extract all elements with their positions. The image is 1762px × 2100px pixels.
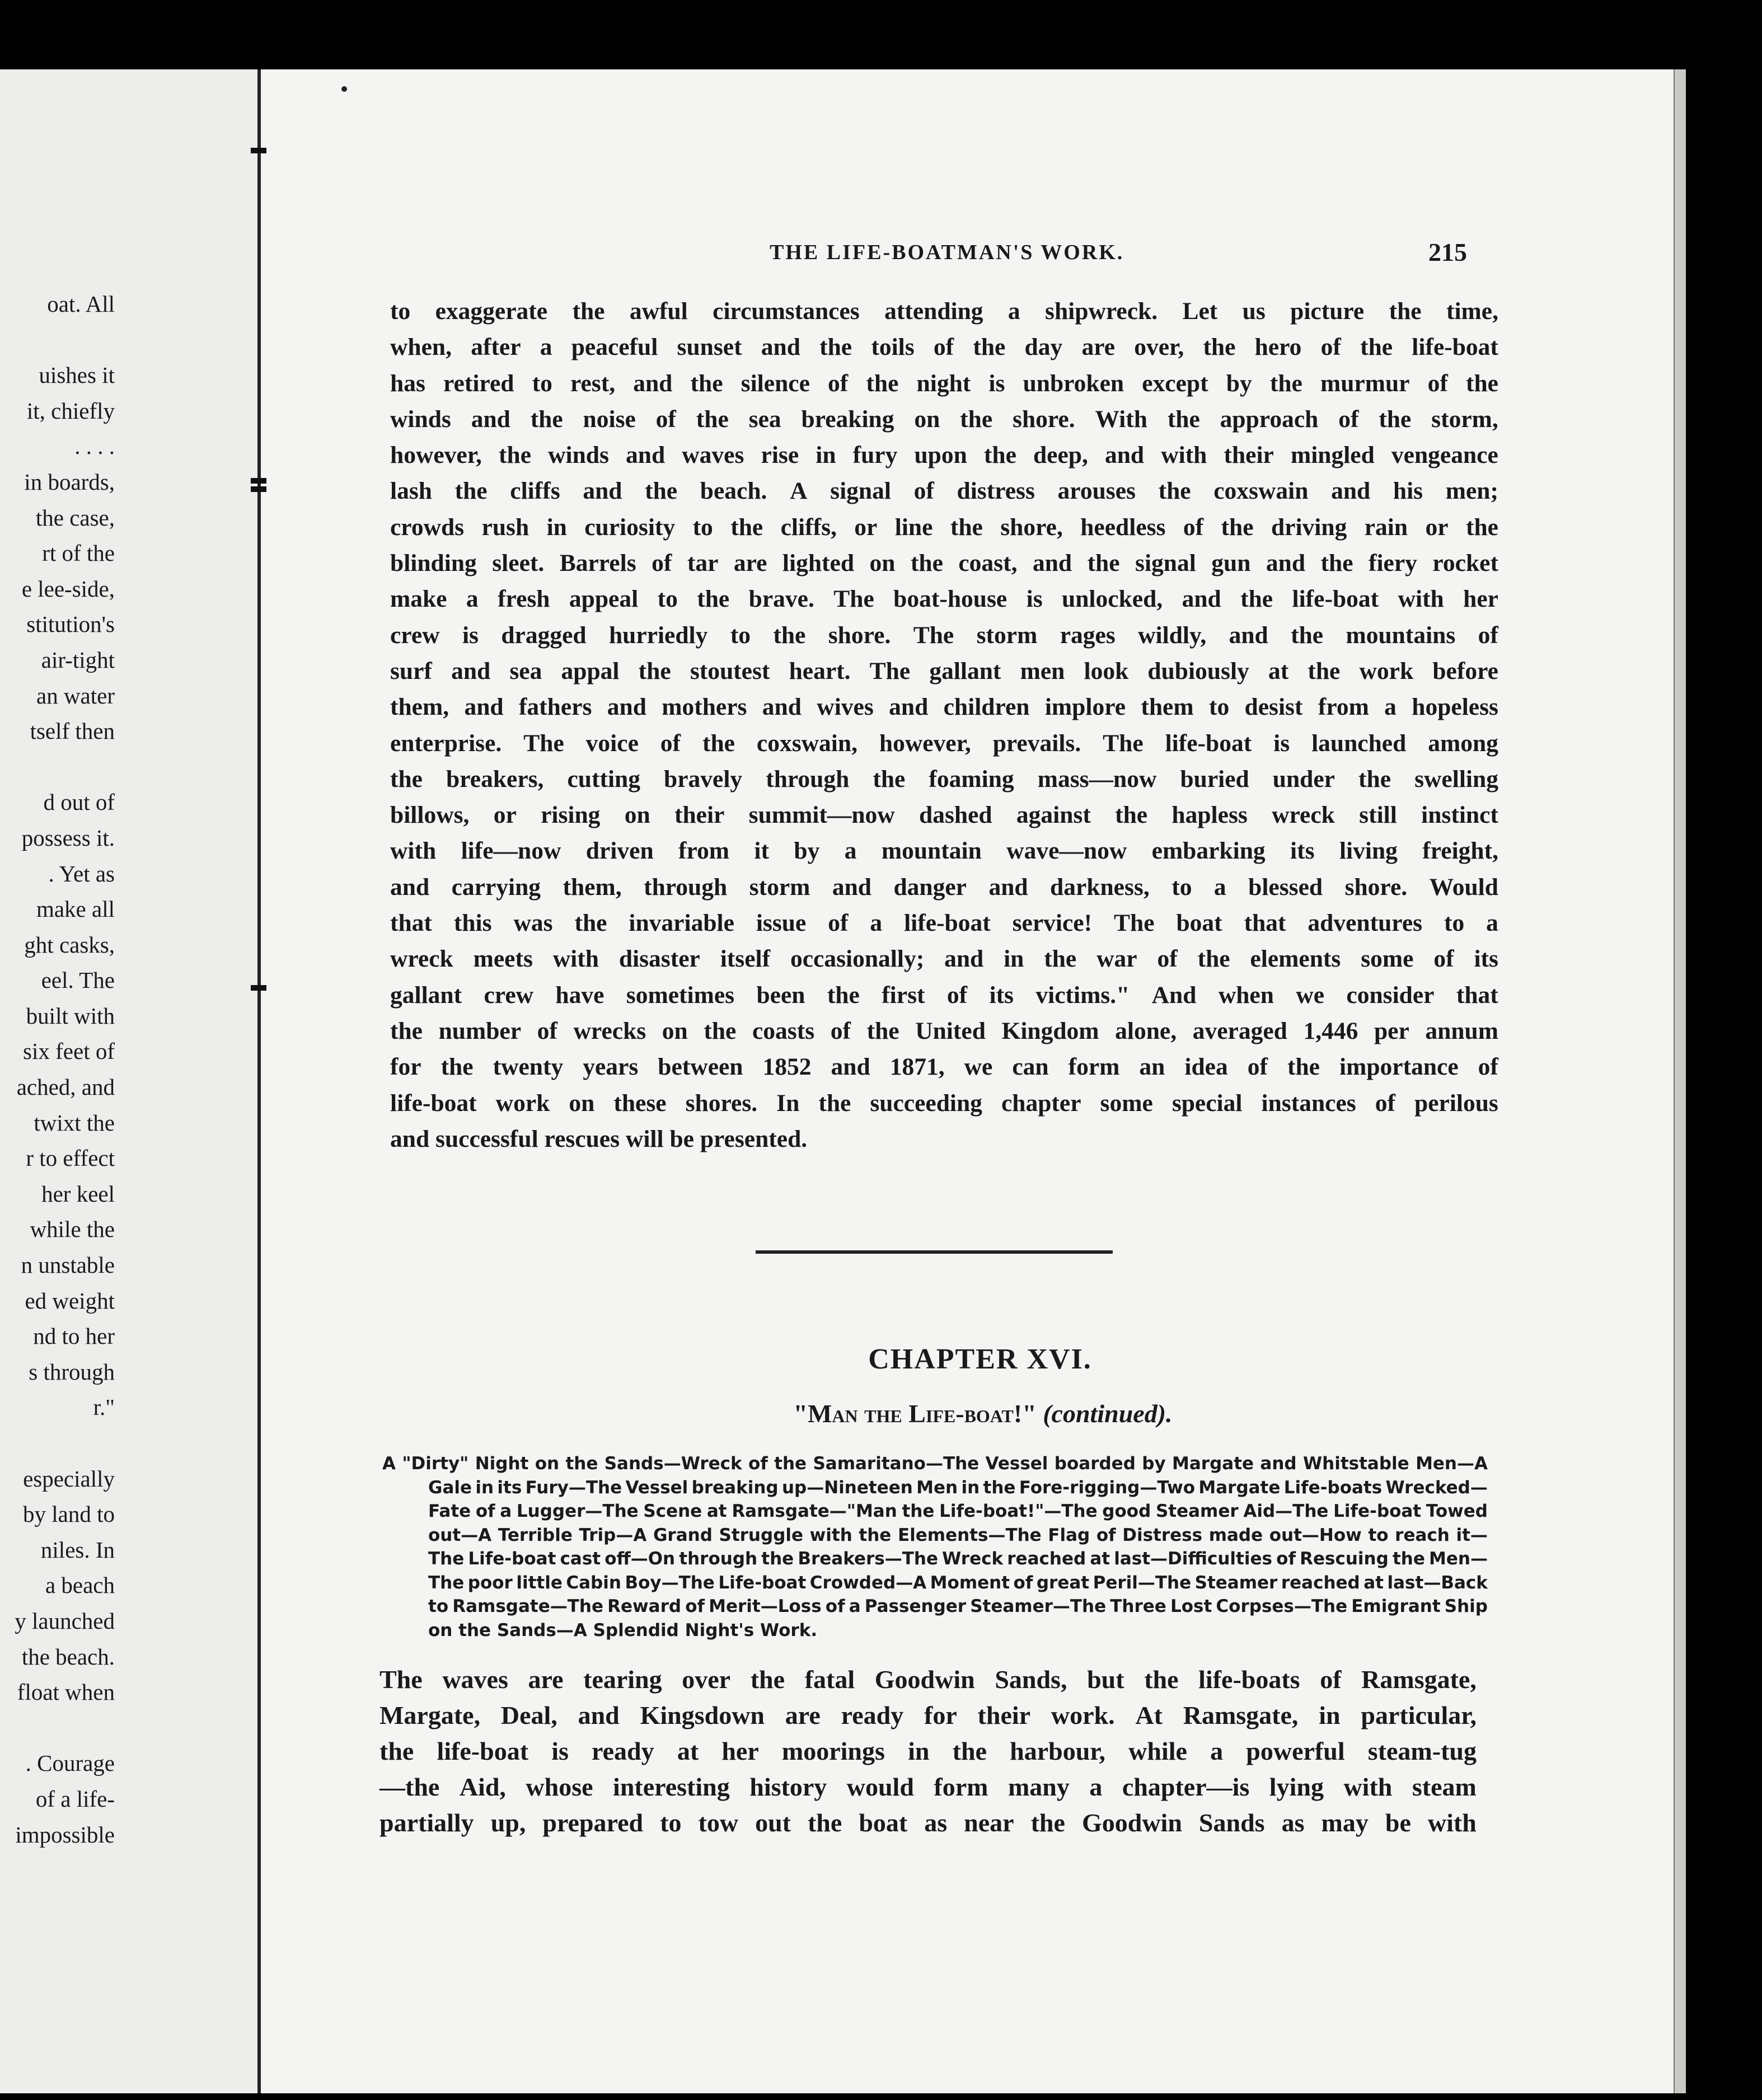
text-line: winds and the noise of the sea breaking on the shore. With the approach of the storm, bbox=[390, 405, 1498, 433]
text-line: the number of wrecks on the coasts of the United Kingdom alone, averaged 1,446 per annum bbox=[390, 1017, 1498, 1044]
synopsis-line: on the Sands—A Splendid Night's Work. bbox=[428, 1620, 818, 1640]
text-line: wreck meets with disaster itself occasionally; and in the war of the elements some of its bbox=[390, 945, 1498, 973]
facing-page-line: built with bbox=[26, 1002, 115, 1029]
facing-page-line: r." bbox=[93, 1394, 115, 1421]
facing-page-line bbox=[0, 749, 115, 785]
facing-page-line: an water bbox=[36, 682, 115, 709]
facing-page-line: s through bbox=[29, 1358, 115, 1385]
facing-page-line: by land to bbox=[23, 1501, 115, 1527]
gutter-fold bbox=[251, 69, 268, 2093]
running-header: THE LIFE-BOATMAN'S WORK. bbox=[770, 241, 1124, 264]
facing-page-line: impossible bbox=[15, 1821, 115, 1848]
synopsis-line: The poor little Cabin Boy—The Life-boat Crowded—A Moment of great Peril—The Steamer reached at last—Back bbox=[428, 1572, 1488, 1593]
facing-page-line: e lee-side, bbox=[21, 575, 115, 602]
chapter-subtitle bbox=[0, 1399, 1686, 1428]
synopsis-line: out—A Terrible Trip—A Grand Struggle with the Elements—The Flag of Distress made out—How to reach it— bbox=[428, 1525, 1488, 1545]
chapter-opening-paragraph bbox=[379, 1662, 1477, 1841]
page-edge bbox=[1674, 69, 1686, 2093]
facing-page-line: rt of the bbox=[42, 540, 115, 566]
text-line: has retired to rest, and the silence of the night is unbroken except by the murmur of the bbox=[390, 369, 1498, 397]
facing-page bbox=[0, 69, 261, 2093]
facing-page-line: twixt the bbox=[34, 1109, 115, 1136]
facing-page-line: uishes it bbox=[39, 362, 115, 388]
text-line: enterprise. The voice of the coxswain, however, prevails. The life-boat is launched among bbox=[390, 729, 1498, 757]
facing-page-line: ght casks, bbox=[24, 931, 115, 958]
facing-page-line: . Courage bbox=[25, 1750, 115, 1776]
text-line: blinding sleet. Barrels of tar are lighted on the coast, and the signal gun and the fiery rocket bbox=[390, 550, 1498, 577]
facing-page-line: eel. The bbox=[41, 967, 115, 993]
facing-page-line: n unstable bbox=[21, 1252, 115, 1278]
facing-page-text-fragments bbox=[0, 287, 115, 1853]
text-line: them, and fathers and mothers and wives and children implore them to desist from a hopeless bbox=[390, 693, 1498, 721]
section-rule bbox=[756, 1250, 1113, 1254]
facing-page-line bbox=[0, 1426, 115, 1461]
facing-page-line: oat. All bbox=[47, 291, 115, 317]
text-line: surf and sea appal the stoutest heart. The gallant men look dubiously at the work before bbox=[390, 657, 1498, 685]
text-line: for the twenty years between 1852 and 1871, we can form an idea of the importance of bbox=[390, 1053, 1498, 1081]
facing-page-line: in boards, bbox=[24, 468, 115, 495]
facing-page-line: her keel bbox=[41, 1180, 115, 1207]
facing-page-line: a beach bbox=[45, 1572, 115, 1599]
text-line: Margate, Deal, and Kingsdown are ready for their work. At Ramsgate, in particular, bbox=[379, 1701, 1477, 1729]
text-line: make a fresh appeal to the brave. The boat-house is unlocked, and the life-boat with her bbox=[390, 585, 1498, 613]
facing-page-line: . Yet as bbox=[48, 860, 115, 887]
facing-page-line: the case, bbox=[35, 504, 115, 531]
facing-page-line bbox=[0, 1710, 115, 1746]
facing-page-line: especially bbox=[23, 1465, 115, 1492]
facing-page-line: niles. In bbox=[40, 1536, 115, 1563]
facing-page-line: air-tight bbox=[41, 646, 115, 673]
facing-page-line: make all bbox=[36, 896, 115, 922]
text-line: the breakers, cutting bravely through the foaming mass—now buried under the swelling bbox=[390, 765, 1498, 793]
text-line: however, the winds and waves rise in fury upon the deep, and with their mingled vengeance bbox=[390, 442, 1498, 469]
facing-page-line: while the bbox=[30, 1216, 115, 1243]
synopsis-line: The Life-boat cast off—On through the Breakers—The Wreck reached at last—Difficulties of Rescuing the Men— bbox=[428, 1549, 1488, 1569]
facing-page-line: the beach. bbox=[21, 1643, 115, 1670]
text-line: crew is dragged hurriedly to the shore. The storm rages wildly, and the mountains of bbox=[390, 621, 1498, 649]
text-line: partially up, prepared to tow out the boat as near the Goodwin Sands as may be with bbox=[379, 1808, 1477, 1837]
facing-page-line: float when bbox=[17, 1679, 115, 1705]
chapter-subtitle-main: "Man the Life-boat!" bbox=[793, 1399, 1037, 1428]
chapter-heading: CHAPTER XVI. bbox=[868, 1343, 1092, 1375]
facing-page-line: possess it. bbox=[21, 824, 115, 851]
facing-page-line: y launched bbox=[15, 1607, 115, 1634]
chapter-subtitle-note: (continued). bbox=[1043, 1399, 1173, 1428]
text-line: and carrying them, through storm and danger and darkness, to a blessed shore. Would bbox=[390, 873, 1498, 901]
facing-page-line: r to effect bbox=[26, 1145, 115, 1171]
speck bbox=[341, 86, 347, 92]
facing-page-line: . . . . bbox=[74, 433, 115, 460]
facing-page-line: it, chiefly bbox=[26, 397, 115, 424]
text-line: with life—now driven from it by a mountain wave—now embarking its living freight, bbox=[390, 837, 1498, 865]
paragraph-continued bbox=[390, 293, 1498, 1157]
book-page bbox=[0, 69, 1686, 2093]
facing-page-line bbox=[0, 322, 115, 358]
text-line: and successful rescues will be presented. bbox=[390, 1125, 808, 1152]
synopsis-line: A "Dirty" Night on the Sands—Wreck of the Samaritano—The Vessel boarded by Margate and Whitstable Men—A bbox=[382, 1454, 1488, 1474]
text-line: that this was the invariable issue of a life-boat service! The boat that adventures to a bbox=[390, 910, 1498, 937]
facing-page-line: of a life- bbox=[35, 1785, 115, 1812]
facing-page-line: nd to her bbox=[33, 1323, 115, 1349]
facing-page-line: d out of bbox=[43, 789, 115, 815]
text-line: the life-boat is ready at her moorings in the harbour, while a powerful steam-tug bbox=[379, 1737, 1477, 1765]
text-line: when, after a peaceful sunset and the toils of the day are over, the hero of the life-boat bbox=[390, 334, 1498, 361]
text-line: lash the cliffs and the beach. A signal of distress arouses the coxswain and his men; bbox=[390, 477, 1498, 505]
text-line: life-boat work on these shores. In the succeeding chapter some special instances of perilous bbox=[390, 1089, 1498, 1117]
facing-page-line: ached, and bbox=[16, 1074, 115, 1100]
facing-page-line: six feet of bbox=[23, 1038, 115, 1065]
page-number: 215 bbox=[1428, 238, 1467, 266]
synopsis-line: Fate of a Lugger—The Scene at Ramsgate—"Man the Life-boat!"—The good Steamer Aid—The Life-boat Towed bbox=[428, 1501, 1488, 1521]
facing-page-line: tself then bbox=[30, 718, 115, 744]
text-line: —the Aid, whose interesting history would form many a chapter—is lying with steam bbox=[379, 1773, 1477, 1801]
text-line: gallant crew have sometimes been the first of its victims." And when we consider that bbox=[390, 981, 1498, 1009]
text-line: The waves are tearing over the fatal Goodwin Sands, but the life-boats of Ramsgate, bbox=[379, 1665, 1477, 1694]
text-line: billows, or rising on their summit—now dashed against the hapless wreck still instinct bbox=[390, 801, 1498, 829]
synopsis-line: Gale in its Fury—The Vessel breaking up—Nineteen Men in the Fore-rigging—Two Margate Life-boats Wrecked— bbox=[428, 1477, 1488, 1498]
facing-page-line: ed weight bbox=[25, 1287, 115, 1314]
text-line: crowds rush in curiosity to the cliffs, or line the shore, heedless of the driving rain or the bbox=[390, 513, 1498, 541]
synopsis-line: to Ramsgate—The Reward of Merit—Loss of a Passenger Steamer—The Three Lost Corpses—The Emigrant Ship bbox=[428, 1596, 1488, 1616]
chapter-synopsis bbox=[382, 1452, 1488, 1642]
text-line: to exaggerate the awful circumstances attending a shipwreck. Let us picture the time, bbox=[390, 298, 1498, 325]
facing-page-line: stitution's bbox=[26, 611, 115, 638]
